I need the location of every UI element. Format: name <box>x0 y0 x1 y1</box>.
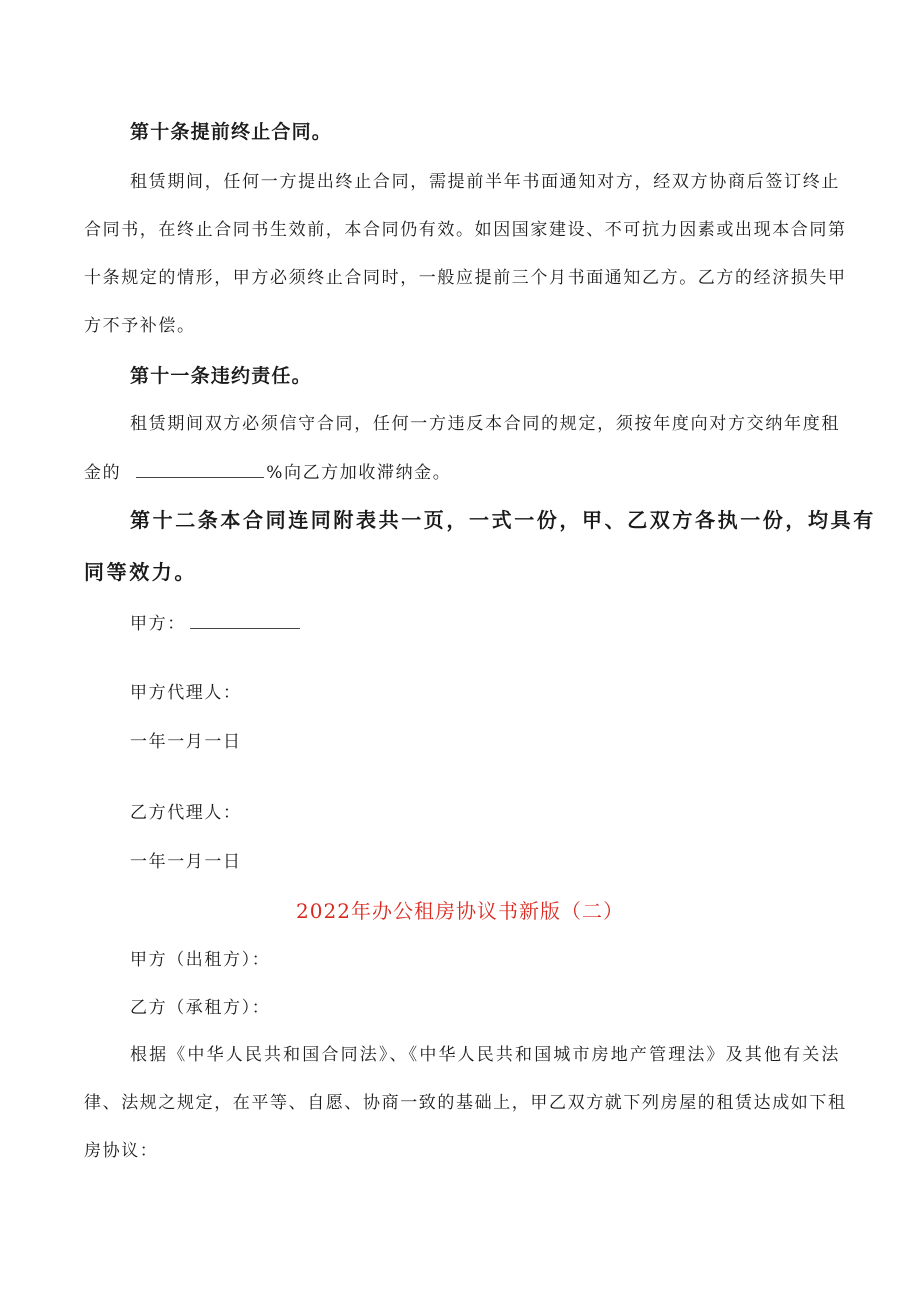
article-11-line-1: 租赁期间双方必须信守合同，任何一方违反本合同的规定，须按年度向对方交纳年度租 <box>130 414 840 434</box>
article-10-line-3: 十条规定的情形，甲方必须终止合同时，一般应提前三个月书面通知乙方。乙方的经济损失甲 <box>84 268 847 288</box>
late-fee-percent-blank <box>136 459 264 478</box>
intro-line-3: 房协议： <box>84 1141 159 1161</box>
party-a-date: 一年一月一日 <box>130 732 242 752</box>
article-10-line-2: 合同书，在终止合同书生效前，本合同仍有效。如因国家建设、不可抗力因素或出现本合同第 <box>84 220 847 240</box>
article-12-line-1: 第十二条本合同连同附表共一页，一式一份，甲、乙双方各执一份，均具有 <box>130 508 876 532</box>
party-b-agent-label: 乙方代理人： <box>130 803 242 823</box>
lessee-label: 乙方（承租方）： <box>130 998 271 1018</box>
party-a-label: 甲方： <box>130 614 186 634</box>
article-10-line-4: 方不予补偿。 <box>84 316 196 336</box>
lessor-label: 甲方（出租方）： <box>130 950 271 970</box>
article-11-line-2-suffix: %向乙方加收滞纳金。 <box>266 463 452 483</box>
intro-line-2: 律、法规之规定，在平等、自愿、协商一致的基础上，甲乙双方就下列房屋的租赁达成如下租 <box>84 1093 847 1113</box>
article-11-line-2-prefix: 金的 <box>84 463 122 483</box>
article-10-heading: 第十条提前终止合同。 <box>130 121 333 143</box>
party-b-date: 一年一月一日 <box>130 852 242 872</box>
party-a-agent-label: 甲方代理人： <box>130 683 242 703</box>
article-12-line-2: 同等效力。 <box>84 560 197 584</box>
document-2-title: 2022年办公租房协议书新版（二） <box>296 899 624 923</box>
article-10-line-1: 租赁期间，任何一方提出终止合同，需提前半年书面通知对方，经双方协商后签订终止 <box>130 172 840 192</box>
article-11-heading: 第十一条违约责任。 <box>130 365 312 387</box>
intro-line-1: 根据《中华人民共和国合同法》、《中华人民共和国城市房地产管理法》及其他有关法 <box>130 1045 840 1065</box>
party-a-signature-line <box>130 610 300 636</box>
party-a-blank <box>190 610 300 629</box>
article-11-line-2 <box>84 459 451 485</box>
